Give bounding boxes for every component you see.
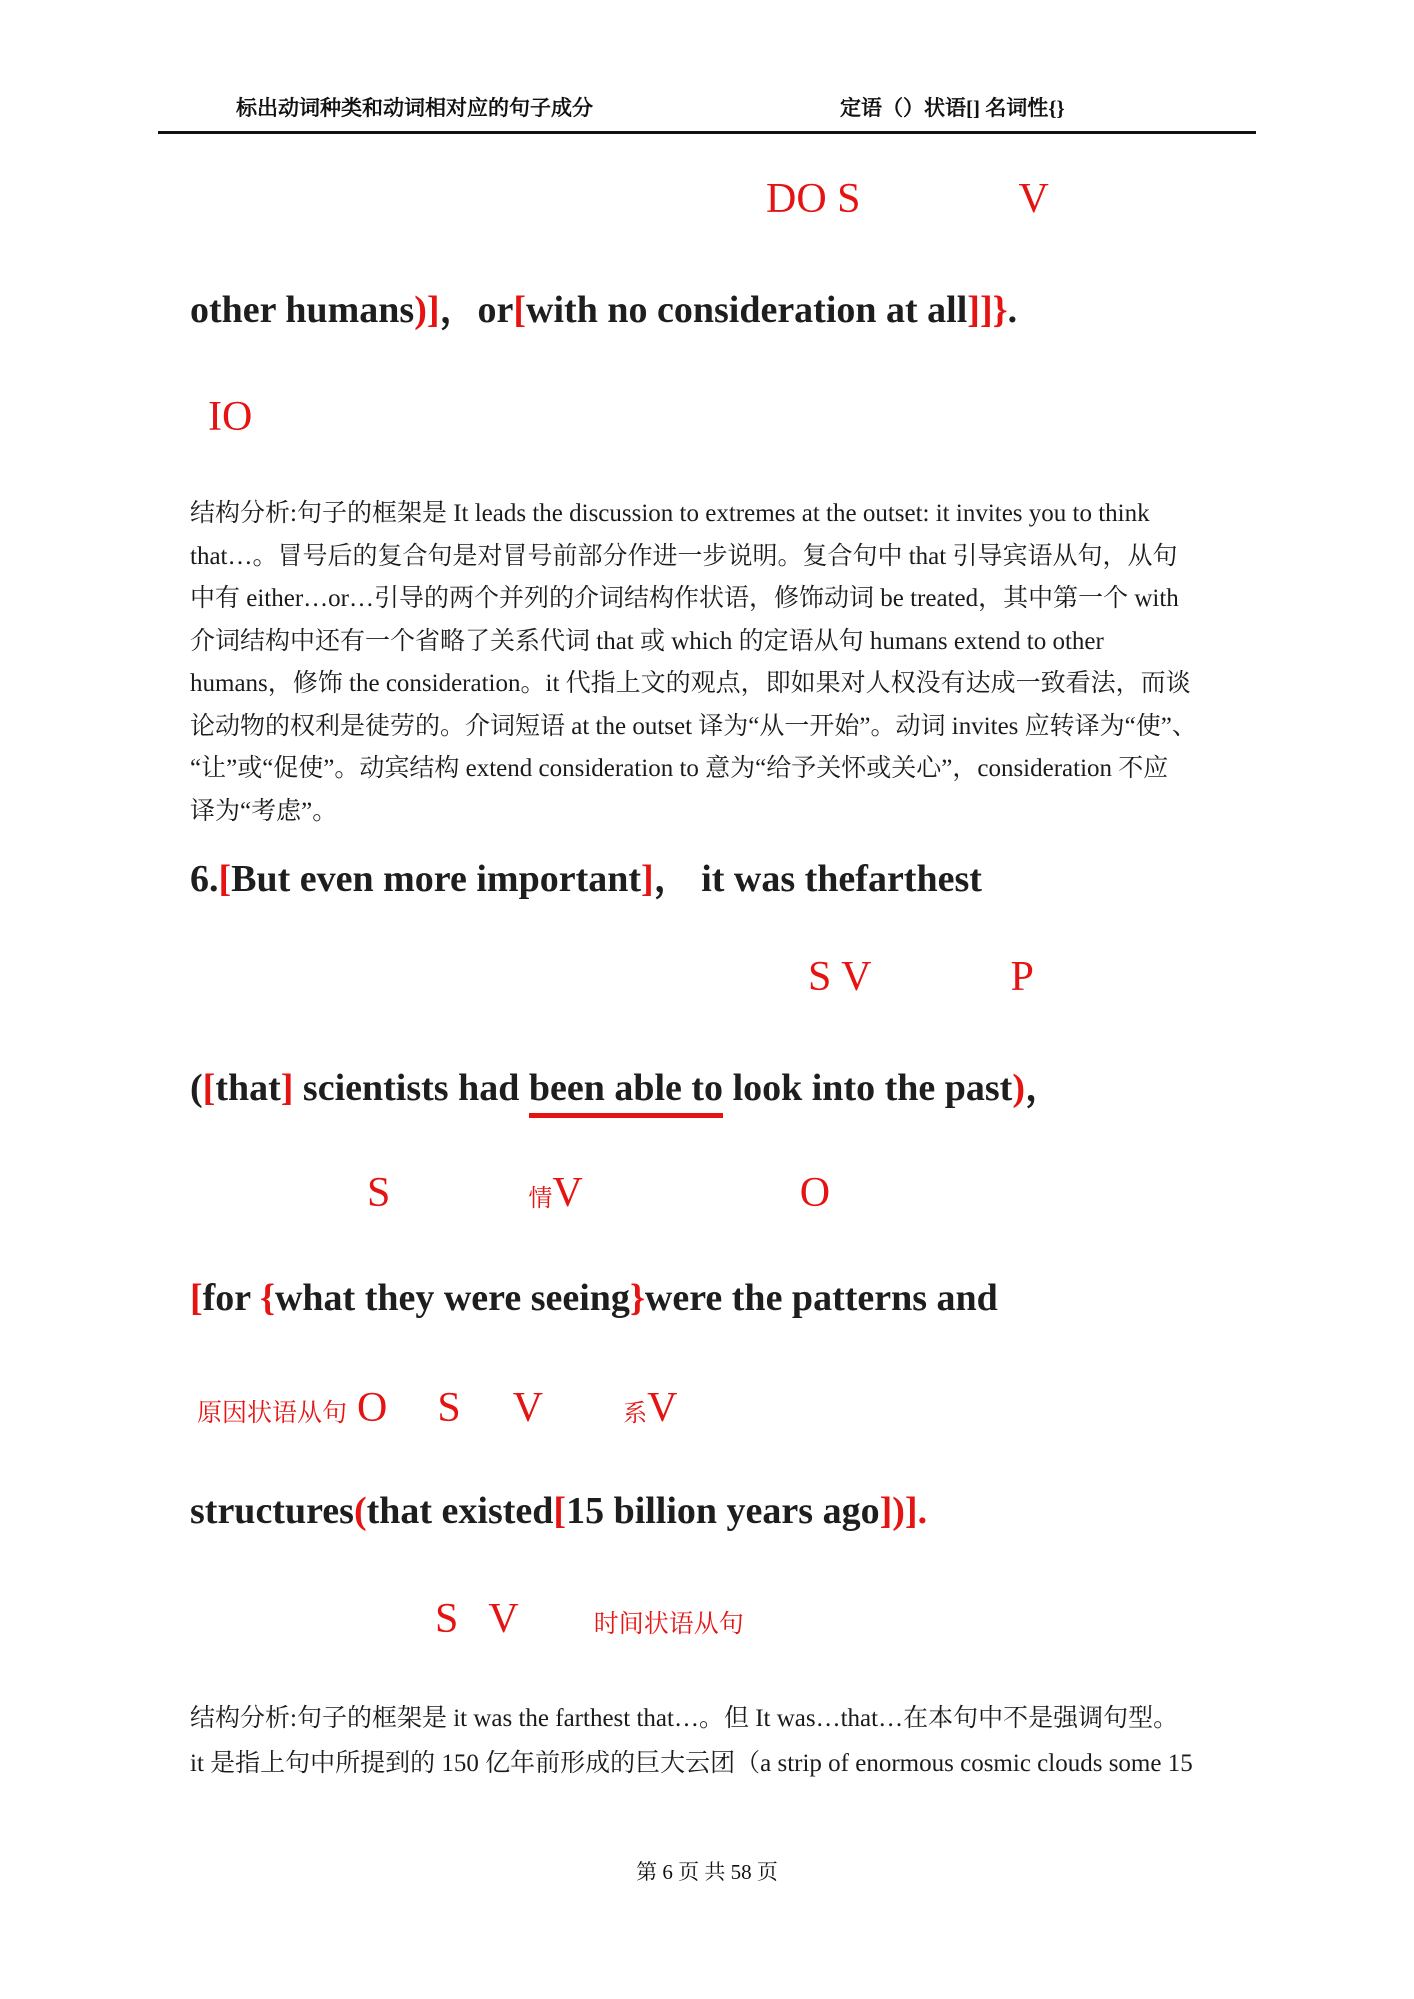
annotation-row-s-qingv-o: [190, 1170, 830, 1216]
annotation-v: V: [488, 1596, 519, 1642]
header-instruction-text: 标出动词种类和动词相对应的句子成分: [236, 96, 593, 120]
analysis-paragraph-6: 结构分析:句子的框架是 it was the farthest that…。但 It was…that…在本句中不是强调句型。 it 是指上句中所提到的 150 亿年前形成的巨大云团（a strip of enormous cosmic clouds some 15: [190, 1705, 1193, 1777]
analysis-paragraph-5: 结构分析:句子的框架是 It leads the discussion to extremes at the outset: it invites you to think that…。冒号后的复合句是对冒号前部分作进一步说明。复合句中 that 引导宾语从句，从句 中有 either…or…引导的两个并列的介词结构作状语，修饰动词 be treated，其中第一个 with 介词结构中还有一个省略了关系代词 that 或 which 的定语从句 humans extend to other humans，修饰 the consideration。it 代指上文的观点，即如果对人权没有达成一致看法，而谈 论动物的权利是徒劳的。介词短语 at the outset 译为“从一开始”。动词 invites 应转译为“使”、 “让”或“促使”。动宾结构 extend consideration to 意为“给予关怀或关心”，consideration 不应 译为“考虑”。: [190, 500, 1197, 825]
annotation-row-time-clause: [190, 1596, 744, 1642]
annotation-p: P: [1010, 954, 1034, 1000]
header-legend-text: 定语（）状语[] 名词性{}: [840, 96, 1065, 120]
sentence-5-fragment-line: other humans)]，or[with no consideration at all]]}.: [190, 289, 1018, 331]
annotation-do-s: DO S: [766, 176, 861, 222]
sentence-6-line-4: structures(that existed[15 billion years ago])].: [190, 1490, 928, 1532]
annotation-s: S: [435, 1596, 459, 1642]
annotation-v: V: [1018, 176, 1049, 222]
sentence-6-heading-line: 6.[But even more important]， it was thefarthest: [190, 858, 982, 900]
annotation-row-io: [190, 394, 252, 440]
page-number-footer: 第 6 页 共 58 页: [636, 1860, 778, 1884]
annotation-linking-label: 系: [623, 1401, 648, 1427]
sentence-6-line-3: [for {what they were seeing}were the patterns and: [190, 1277, 998, 1319]
annotation-io: IO: [208, 394, 253, 440]
annotation-row-sv-p: [190, 954, 1034, 1000]
annotation-o: O: [799, 1170, 831, 1216]
sentence-6-line-2: ([that] scientists had been able to look into the past)，: [190, 1066, 1063, 1111]
annotation-time-clause-label: 时间状语从句: [593, 1611, 744, 1638]
annotation-linking-v: V: [647, 1385, 678, 1431]
annotation-s: S: [437, 1385, 461, 1431]
annotation-row-cause-clause: [190, 1385, 677, 1431]
header-divider: [158, 131, 1256, 134]
annotation-modal-v: V: [552, 1170, 583, 1216]
annotation-row-do-s-v: [190, 176, 1049, 222]
annotation-cause-clause-label: 原因状语从句: [197, 1400, 348, 1427]
annotation-qing-label: 情: [528, 1186, 553, 1212]
annotation-o: O: [357, 1385, 388, 1431]
annotation-s: S: [367, 1170, 391, 1216]
annotation-v: V: [512, 1385, 544, 1431]
annotation-s-v: S V: [808, 954, 872, 1000]
